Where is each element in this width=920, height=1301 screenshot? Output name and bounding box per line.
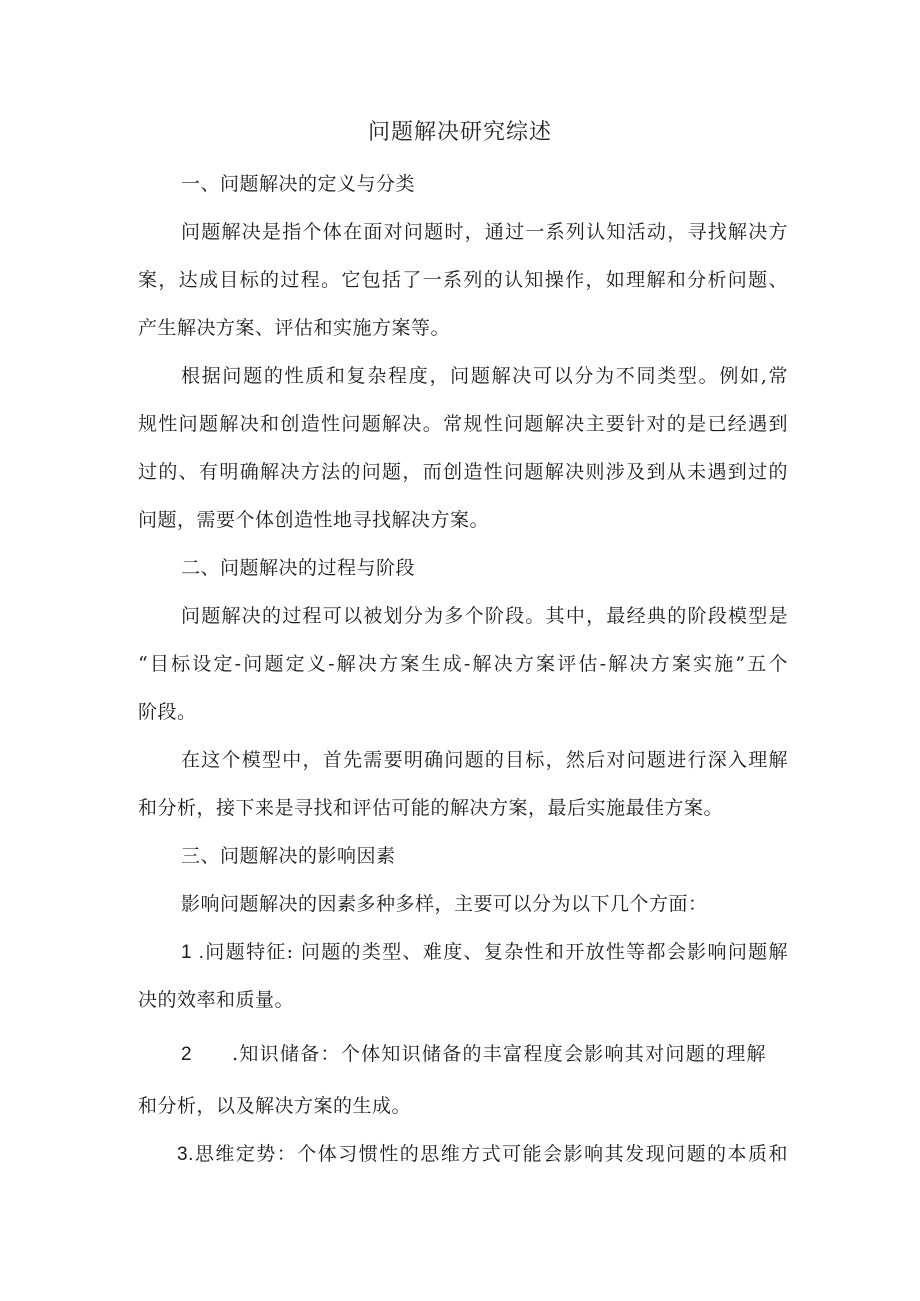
paragraph-line: 问题，需要个体创造性地寻找解决方案。 [138,509,490,531]
list-item-2-line [181,1040,766,1069]
paragraph-line: 问题解决的过程可以被划分为多个阶段。其中，最经典的阶段模型是 [181,605,788,627]
section-heading-1: 一、问题解决的定义与分类 [181,173,416,195]
paragraph-line: 问题解决是指个体在面对问题时，通过一系列认知活动，寻找解决方 [181,221,788,243]
list-item-3-line [177,1140,788,1169]
paragraph-line: 影响问题解决的因素多种多样，主要可以分为以下几个方面： [181,893,708,915]
paragraph-line: 和分析，以及解决方案的生成。 [138,1095,412,1117]
paragraph-line: 规性问题解决和创造性问题解决。常规性问题解决主要针对的是已经遇到 [138,413,788,435]
paragraph-line: 产生解决方案、评估和实施方案等。 [138,317,451,339]
paragraph-line: 过的、有明确解决方法的问题，而创造性问题解决则涉及到从未遇到过的 [138,461,788,483]
list-number-3: 3. [177,1144,194,1165]
list-number-2: 2 [181,1044,193,1065]
list-item-1-text: 问题特征: 问题的类型、难度、复杂性和开放性等都会影响问题解 [204,941,788,963]
paragraph-line: 案，达成目标的过程。它包括了一系列的认知操作，如理解和分析问题、 [138,269,788,291]
section-heading-2: 二、问题解决的过程与阶段 [181,557,416,579]
list-item-2-text: .知识储备：个体知识储备的丰富程度会影响其对问题的理解 [232,1043,766,1065]
paragraph-line: 在这个模型中，首先需要明确问题的目标，然后对问题进行深入理解 [181,749,788,771]
paragraph-line: 和分析，接下来是寻找和评估可能的解决方案，最后实施最佳方案。 [138,797,724,819]
paragraph-line: 阶段。 [138,701,197,723]
list-item-1-line [181,938,788,967]
paragraph-line: 决的效率和质量。 [138,989,295,1011]
paragraph-line: 根据问题的性质和复杂程度，问题解决可以分为不同类型。例如,常 [181,365,788,387]
list-number-1: 1 . [181,942,205,963]
list-item-3-text: 思维定势：个体习惯性的思维方式可能会影响其发现问题的本质和 [193,1143,788,1165]
section-heading-3: 三、问题解决的影响因素 [181,845,396,867]
document-title: 问题解决研究综述 [367,120,552,145]
paragraph-line: “目标设定-问题定义-解决方案生成-解决方案评估-解决方案实施”五个 [138,653,788,675]
